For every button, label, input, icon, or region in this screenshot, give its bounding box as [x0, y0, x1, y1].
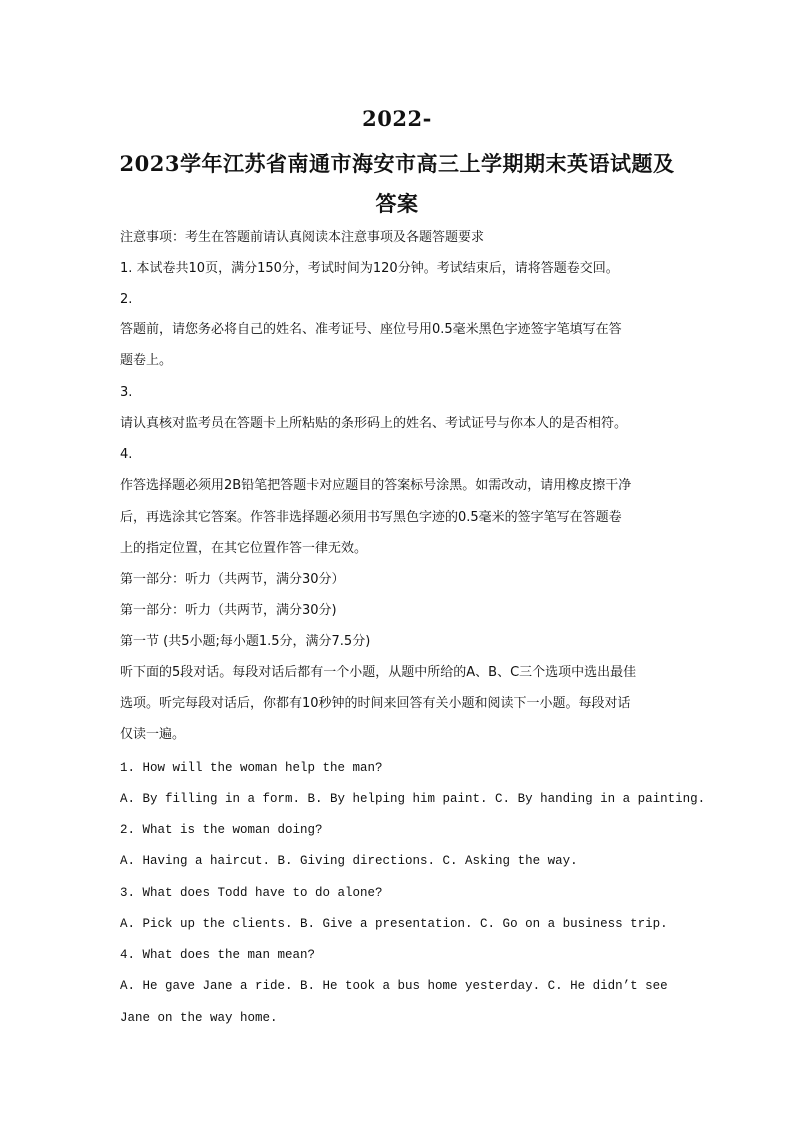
question-4: 4. What does the man mean?	[120, 948, 316, 962]
instructions-line-1: 听下面的5段对话。每段对话后都有一个小题，从题中所给的A、B、C三个选项中选出最佳	[120, 665, 637, 680]
notice-item-4-line-2: 后，再选涂其它答案。作答非选择题必须用书写黑色字迹的0.5毫米的签字笔写在答题卷	[120, 510, 622, 525]
question-4-options-line-2: Jane on the way home.	[120, 1011, 278, 1025]
question-3-options: A. Pick up the clients. B. Give a presentation. C. Go on a business trip.	[120, 917, 668, 931]
part-1-heading: 第一部分：听力（共两节，满分30分）	[120, 572, 345, 587]
notice-item-4-number: 4.	[120, 447, 133, 462]
title-main: 2023学年江苏省南通市海安市高三上学期期末英语试题及	[119, 151, 675, 176]
notice-item-4-line-1: 作答选择题必须用2B铅笔把答题卡对应题目的答案标号涂黑。如需改动，请用橡皮擦干净	[120, 478, 632, 493]
notice-item-1: 1. 本试卷共10页，满分150分，考试时间为120分钟。考试结束后，请将答题卷交回。	[120, 261, 619, 276]
notice-item-3-number: 3.	[120, 385, 133, 400]
notice-heading: 注意事项：考生在答题前请认真阅读本注意事项及各题答题要求	[120, 230, 485, 245]
question-2: 2. What is the woman doing?	[120, 823, 323, 837]
part-1-heading-repeat: 第一部分：听力（共两节，满分30分)	[120, 603, 337, 618]
notice-item-3-line-1: 请认真核对监考员在答题卡上所粘贴的条形码上的姓名、考试证号与你本人的是否相符。	[120, 416, 628, 431]
instructions-line-3: 仅读一遍。	[120, 727, 186, 742]
question-2-options: A. Having a haircut. B. Giving directions. C. Asking the way.	[120, 854, 578, 868]
question-1-options: A. By filling in a form. B. By helping him paint. C. By handing in a painting.	[120, 792, 706, 806]
notice-item-2-line-1: 答题前，请您务必将自己的姓名、准考证号、座位号用0.5毫米黑色字迹签字笔填写在答	[120, 322, 622, 337]
notice-item-2-number: 2.	[120, 292, 133, 307]
title-answer: 答案	[375, 191, 419, 216]
question-4-options-line-1: A. He gave Jane a ride. B. He took a bus home yesterday. C. He didn’t see	[120, 979, 668, 993]
question-3: 3. What does Todd have to do alone?	[120, 886, 383, 900]
notice-item-4-line-3: 上的指定位置，在其它位置作答一律无效。	[120, 541, 368, 556]
instructions-line-2: 选项。听完每段对话后，你都有10秒钟的时间来回答有关小题和阅读下一小题。每段对话	[120, 696, 631, 711]
title-year: 2022-	[362, 106, 432, 131]
section-1-heading: 第一节 (共5小题;每小题1.5分，满分7.5分)	[120, 634, 371, 649]
question-1: 1. How will the woman help the man?	[120, 761, 383, 775]
notice-item-2-line-2: 题卷上。	[120, 353, 173, 368]
